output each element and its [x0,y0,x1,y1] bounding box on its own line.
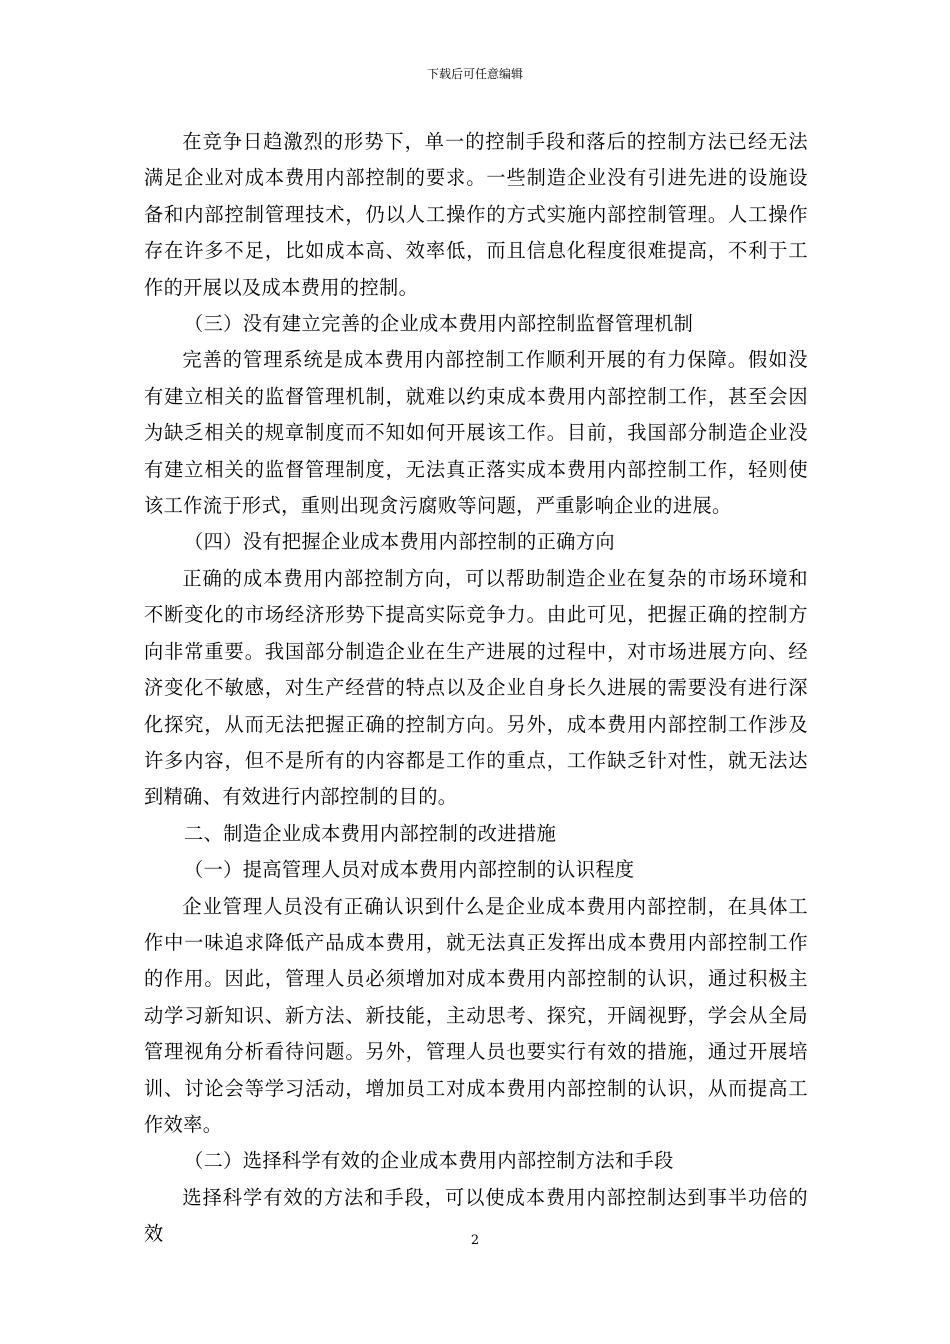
section-heading: （二）选择科学有效的企业成本费用内部控制方法和手段 [184,1149,674,1173]
section-heading: （三）没有建立完善的企业成本费用内部控制监督管理机制 [184,312,694,336]
section-heading: （一）提高管理人员对成本费用内部控制的认识程度 [184,858,635,882]
document-body [144,124,808,1253]
page-header: 下载后可任意编辑 [426,67,523,81]
page-number: 2 [470,1233,480,1248]
paragraph: 完善的管理系统是成本费用内部控制工作顺利开展的有力保障。假如没有建立相关的监督管理机制，就难以约束成本费用内部控制工作，甚至会因为缺乏相关的规章制度而不知如何开展该工作。目前，我国部分制造企业没有建立相关的监督管理制度，无法真正落实成本费用内部控制工作，轻则使该工作流于形式，重则出现贪污腐败等问题，严重影响企业的进展。 [144,348,808,518]
paragraph: 在竞争日趋激烈的形势下，单一的控制手段和落后的控制方法已经无法满足企业对成本费用内部控制的要求。一些制造企业没有引进先进的设施设备和内部控制管理技术，仍以人工操作的方式实施内部控制管理。人工操作存在许多不足，比如成本高、效率低，而且信息化程度很难提高，不利于工作的开展以及成本费用的控制。 [144,130,808,299]
paragraph: 选择科学有效的方法和手段，可以使成本费用内部控制达到事半功倍的效 [144,1185,808,1246]
chapter-heading: 二、制造企业成本费用内部控制的改进措施 [184,821,557,845]
section-heading: （四）没有把握企业成本费用内部控制的正确方向 [184,530,615,554]
paragraph: 企业管理人员没有正确认识到什么是企业成本费用内部控制，在具体工作中一味追求降低产品成本费用，就无法真正发挥出成本费用内部控制工作的作用。因此，管理人员必须增加对成本费用内部控制的认识，通过积极主动学习新知识、新方法、新技能，主动思考、探究，开阔视野，学会从全局管理视角分析看待问题。另外，管理人员也要实行有效的措施，通过开展培训、讨论会等学习活动，增加员工对成本费用内部控制的认识，从而提高工作效率。 [144,894,808,1136]
paragraph: 正确的成本费用内部控制方向，可以帮助制造企业在复杂的市场环境和不断变化的市场经济形势下提高实际竞争力。由此可见，把握正确的控制方向非常重要。我国部分制造企业在生产进展的过程中，对市场进展方向、经济变化不敏感，对生产经营的特点以及企业自身长久进展的需要没有进行深化探究，从而无法把握正确的控制方向。另外，成本费用内部控制工作涉及许多内容，但不是所有的内容都是工作的重点，工作缺乏针对性，就无法达到精确、有效进行内部控制的目的。 [144,566,808,809]
